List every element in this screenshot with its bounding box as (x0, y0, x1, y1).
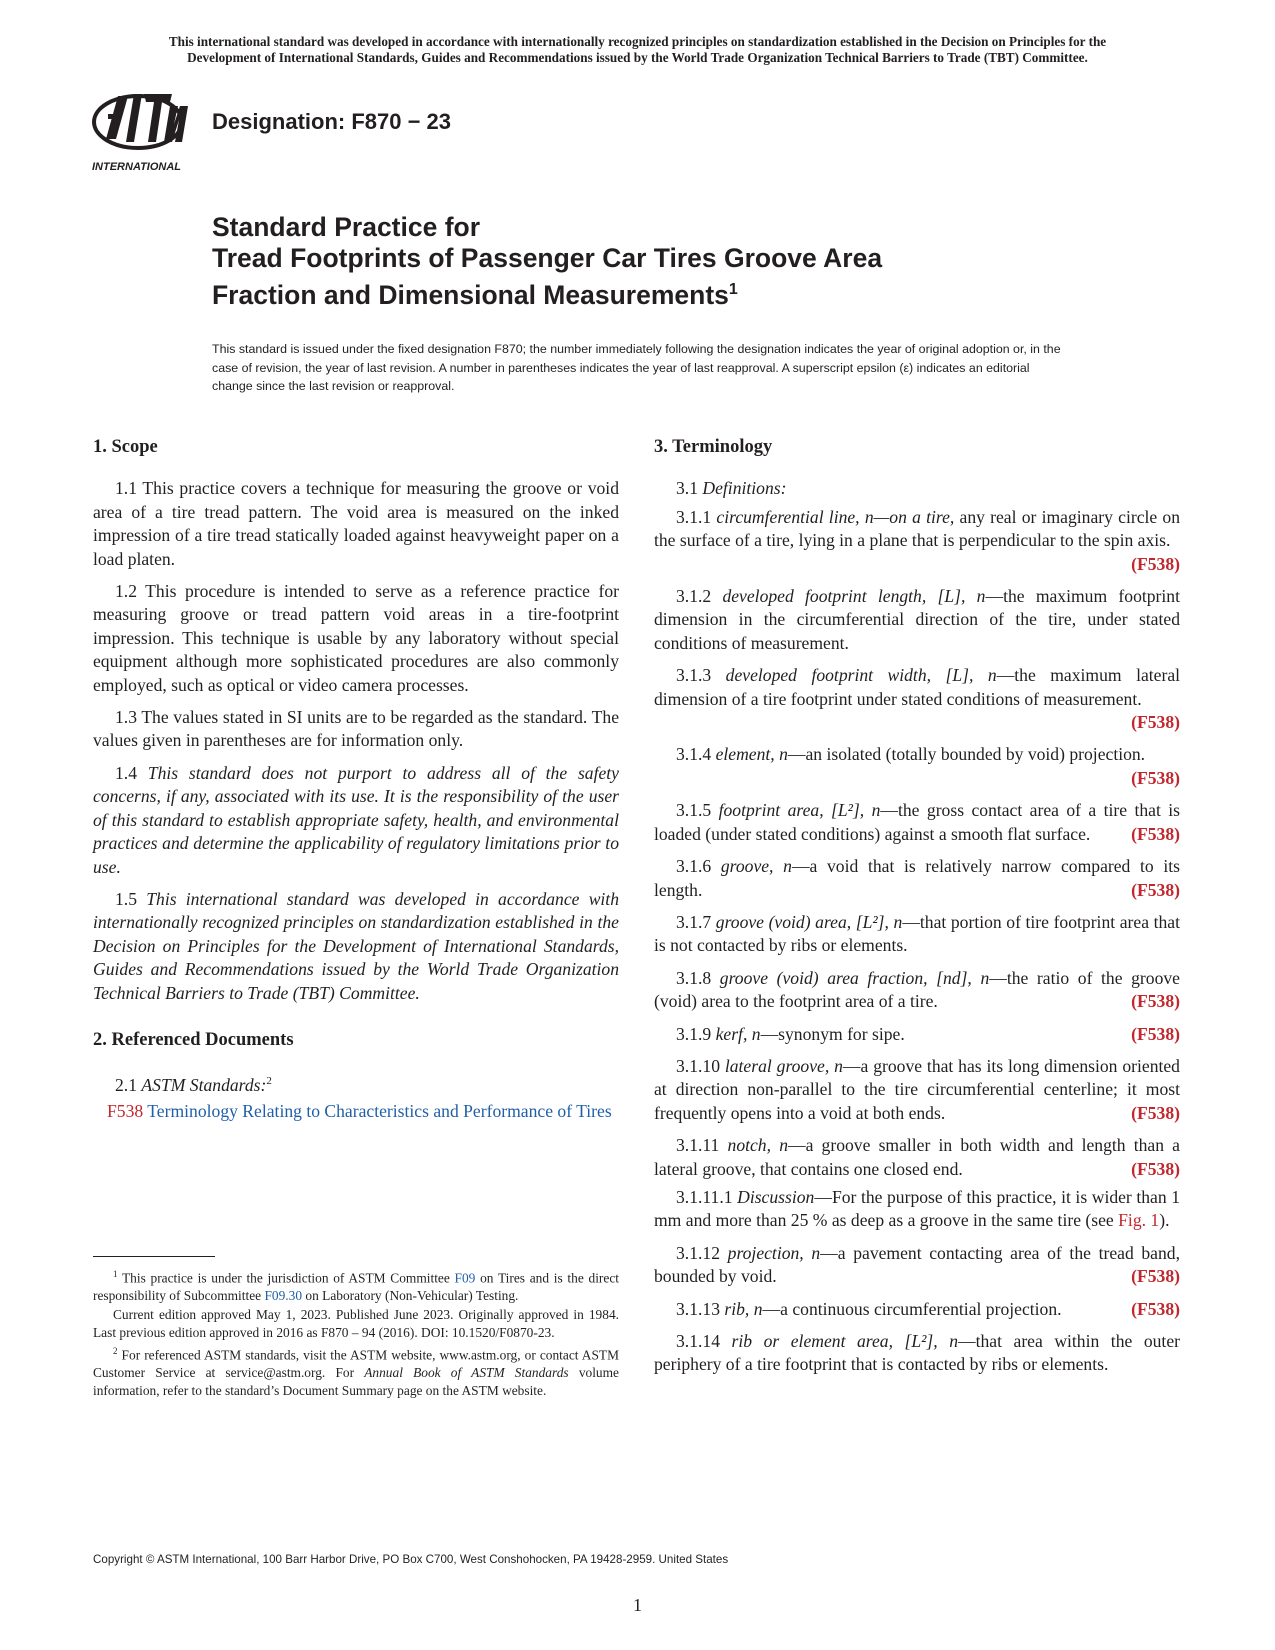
footnote-2: $^2$ For referenced ASTM standards, visit the ASTM website, www.astm.org, or contact ASTM Customer Service at service@astm.org. For Annual Book of ASTM Standards volume information, refer to the standard’s Document Summary page on the ASTM website. (93, 1345, 619, 1398)
scope-para-1-4: 1.4 This standard does not purport to address all of the safety concerns, if any, associated with its use. It is the responsibility of the user of this standard to establish appropriate safety, health, and environmental practices and determine the applicability of regulatory limitations prior to use. (93, 762, 619, 877)
issued-note: This standard is issued under the fixed designation F870; the number immediately following the designation indicates the year of original adoption or, in the case of revision, the year of last revision. A number in parentheses indicates the year of last reapproval. A superscript epsilon (ε) indicates an editorial change since the last revision or reapproval. (212, 342, 1061, 393)
right-column (654, 436, 1180, 1386)
cite-f538[interactable]: (F538) (1131, 1158, 1180, 1179)
copyright-notice: Copyright © ASTM International, 100 Barr Harbor Drive, PO Box C700, West Conshohocken, PA 19428-2959. United States (93, 1553, 729, 1566)
scope-para-1-3: 1.3 The values stated in SI units are to be regarded as the standard. The values given in parentheses are for information only. (93, 707, 619, 751)
term-projection: 3.1.12 projection, n—a pavement contacting area of the tread band, bounded by void. (F538) (654, 1242, 1180, 1289)
cite-f538[interactable]: (F538) (1131, 1266, 1180, 1287)
term-developed-footprint-length: 3.1.2 developed footprint length, [L], n—the maximum footprint dimension in the circumferential direction of the tire, under stated conditions of measurement. (654, 586, 1180, 653)
fig-1-link[interactable]: Fig. 1 (1118, 1210, 1160, 1231)
footnote-1-edition: Current edition approved May 1, 2023. Published June 2023. Originally approved in 1984. Last previous edition approved in 2016 as F870 – 94 (2016). DOI: 10.1520/F0870-23. (93, 1307, 619, 1340)
doc-code-link[interactable]: F538 (107, 1100, 144, 1121)
footnotes (93, 1266, 619, 1401)
cite-f538[interactable]: (F538) (1131, 1298, 1180, 1319)
cite-f538[interactable]: (F538) (1131, 823, 1180, 844)
logo-wordmark: INTERNATIONAL (92, 161, 182, 173)
term-groove-void-area-fraction: 3.1.8 groove (void) area fraction, [nd], n—the ratio of the groove (void) area to the footprint area of a tire. (F538) (654, 967, 1180, 1014)
term-notch: 3.1.11 notch, n—a groove smaller in both width and length than a lateral groove, that contains one closed end. (F538) (654, 1134, 1180, 1181)
term-rib: 3.1.13 rib, n—a continuous circumferential projection. (F538) (654, 1298, 1180, 1321)
term-groove-void-area: 3.1.7 groove (void) area, [L²], n—that portion of tire footprint area that is not contacted by ribs or elements. (654, 911, 1180, 956)
subcommittee-f09-30-link[interactable]: F09.30 (264, 1288, 303, 1304)
astm-standards-label: 2.1 ASTM Standards:$^2$ (115, 1075, 272, 1096)
scope-heading: 1. Scope (93, 437, 158, 457)
title-line-2: Tread Footprints of Passenger Car Tires Groove Area (212, 243, 883, 273)
cite-f538[interactable]: (F538) (1131, 1102, 1180, 1123)
committee-f09-link[interactable]: F09 (454, 1270, 476, 1286)
scope-para-1-5: 1.5 This international standard was developed in accordance with internationally recognized principles on standardization established in the Decision on Principles for the Development of International Standards, Guides and Recommendations issued by the World Trade Organization Technical Barriers to Trade (TBT) Committee. (93, 888, 619, 1003)
cite-f538[interactable]: (F538) (1131, 767, 1180, 788)
term-lateral-groove: 3.1.10 lateral groove, n—a groove that has its long dimension oriented at direction non-parallel to the tire circumferential centerline; it most frequently opens into a void at both ends. (F538) (654, 1055, 1180, 1125)
designation: Designation: F870 − 23 (212, 109, 452, 134)
notice-line-1: This international standard was developed in accordance with internationally recognized principles on standardization established in the Decision on Principles for the (168, 34, 1107, 49)
astm-logo-icon (88, 84, 198, 174)
definitions-label: 3.1 Definitions: (676, 478, 787, 499)
term-groove: 3.1.6 groove, n—a void that is relatively narrow compared to its length. (F538) (654, 855, 1180, 902)
terminology-heading: 3. Terminology (654, 437, 773, 457)
cite-f538[interactable]: (F538) (1131, 553, 1180, 574)
page-number: 1 (633, 1595, 642, 1615)
referenced-doc-f538[interactable] (107, 1100, 619, 1123)
term-rib-or-element-area: 3.1.14 rib or element area, [L²], n—that area within the outer periphery of a tire footprint that is contacted by ribs or elements. (654, 1331, 1180, 1375)
doc-title-link[interactable]: Terminology Relating to Characteristics and Performance of Tires (147, 1100, 612, 1121)
title-line-1: Standard Practice for (212, 212, 481, 242)
term-developed-footprint-width: 3.1.3 developed footprint width, [L], n—the maximum lateral dimension of a tire footprint under stated conditions of measurement. (F538) (654, 664, 1180, 734)
scope-para-1-2: 1.2 This procedure is intended to serve as a reference practice for measuring groove or tread pattern void areas in a tire-footprint impression. This technique is usable by any laboratory without special equipment although more sophisticated procedures are also commonly employed, such as optical or video camera processes. (93, 581, 619, 695)
document-title (212, 212, 1112, 311)
footnote-divider (93, 1256, 215, 1257)
footnote-1: $^1$ This practice is under the jurisdiction of ASTM Committee F09 on Tires and is the direct responsibility of Subcommittee F09.30 on Laboratory (Non-Vehicular) Testing. (93, 1269, 619, 1304)
standards-notice (80, 34, 1195, 66)
title-footnote-mark: 1 (728, 281, 738, 298)
term-footprint-area: 3.1.5 footprint area, [L²], n—the gross contact area of a tire that is loaded (under stated conditions) against a smooth flat surface. (F538) (654, 799, 1180, 846)
scope-para-1-1: 1.1 This practice covers a technique for measuring the groove or void area of a tire tread pattern. The void area is measured on the inked impression of a tire tread statically loaded against heavyweight paper on a load platen. (93, 478, 619, 569)
cite-f538[interactable]: (F538) (1131, 712, 1180, 733)
title-line-3: Fraction and Dimensional Measurements (212, 279, 729, 310)
term-element: 3.1.4 element, n—an isolated (totally bounded by void) projection. (F538) (654, 743, 1180, 790)
notice-line-2: Development of International Standards, Guides and Recommendations issued by the World Trade Organization Technical Barriers to Trade (TBT) Committee. (187, 50, 1088, 65)
cite-f538[interactable]: (F538) (1131, 1023, 1180, 1044)
term-notch-discussion: 3.1.11.1 Discussion—For the purpose of this practice, it is wider than 1 mm and more than 25 % as deep as a groove in the same tire (see Fig. 1). (654, 1186, 1181, 1231)
left-column (93, 436, 619, 1123)
referenced-heading: 2. Referenced Documents (93, 1029, 294, 1050)
cite-f538[interactable]: (F538) (1131, 879, 1180, 900)
term-kerf: 3.1.9 kerf, n—synonym for sipe. (F538) (654, 1023, 1180, 1046)
term-circumferential-line: 3.1.1 circumferential line, n—on a tire, any real or imaginary circle on the surface of a tire, lying in a plane that is perpendicular to the spin axis. (F538) (654, 506, 1180, 576)
cite-f538[interactable]: (F538) (1131, 991, 1180, 1012)
astm-logo (88, 84, 198, 174)
